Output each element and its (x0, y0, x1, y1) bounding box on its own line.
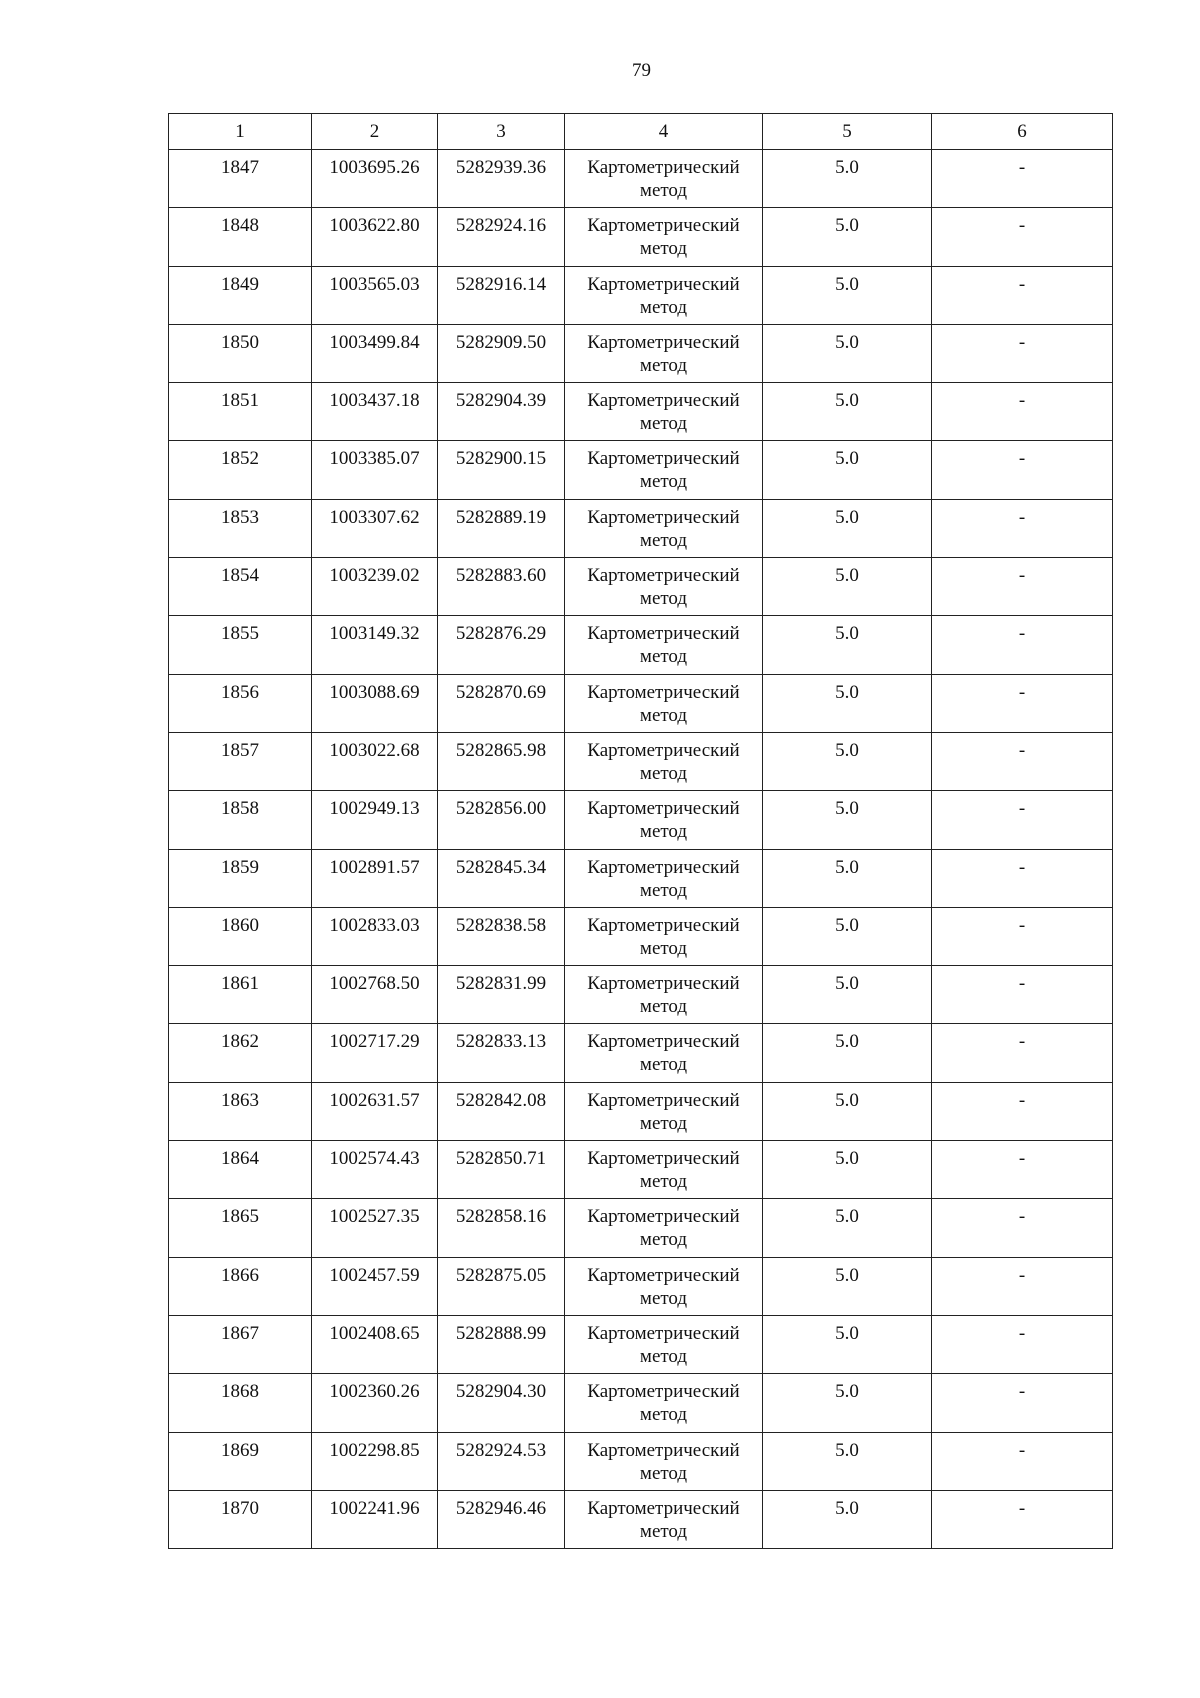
table-row (169, 324, 1113, 382)
method-cell (565, 150, 763, 208)
x-coordinate-cell: 1002891.57 (312, 849, 438, 907)
table-row (169, 499, 1113, 557)
x-coordinate-cell: 1002949.13 (312, 791, 438, 849)
table-row (169, 966, 1113, 1024)
accuracy-cell: 5.0 (763, 1199, 932, 1257)
method-text: Картометрический (587, 1031, 740, 1053)
y-coordinate-cell: 5282833.13 (438, 1024, 565, 1082)
x-coordinate-cell: 1002574.43 (312, 1141, 438, 1199)
note-cell: - (932, 1315, 1113, 1373)
note-cell: - (932, 150, 1113, 208)
method-text: метод (639, 821, 688, 843)
table-row (169, 1141, 1113, 1199)
accuracy-cell: 5.0 (763, 1257, 932, 1315)
y-coordinate-cell: 5282876.29 (438, 616, 565, 674)
accuracy-cell: 5.0 (763, 907, 932, 965)
x-coordinate-cell: 1002527.35 (312, 1199, 438, 1257)
method-text: Картометрический (587, 856, 740, 878)
table-row (169, 674, 1113, 732)
table-row (169, 1432, 1113, 1490)
method-text: метод (639, 1345, 688, 1367)
y-coordinate-cell: 5282900.15 (438, 441, 565, 499)
note-cell: - (932, 966, 1113, 1024)
table-row (169, 150, 1113, 208)
point-number-cell: 1855 (169, 616, 312, 674)
accuracy-cell: 5.0 (763, 1315, 932, 1373)
y-coordinate-cell: 5282870.69 (438, 674, 565, 732)
method-text: метод (639, 413, 688, 435)
method-text: метод (639, 1520, 688, 1542)
table-row (169, 907, 1113, 965)
method-text: Картометрический (587, 565, 740, 587)
point-number-cell: 1869 (169, 1432, 312, 1490)
method-cell (565, 1141, 763, 1199)
method-text: метод (639, 762, 688, 784)
x-coordinate-cell: 1003695.26 (312, 150, 438, 208)
method-text: Картометрический (587, 914, 740, 936)
method-text: Картометрический (587, 448, 740, 470)
note-cell: - (932, 616, 1113, 674)
y-coordinate-cell: 5282858.16 (438, 1199, 565, 1257)
note-cell: - (932, 732, 1113, 790)
note-cell: - (932, 1082, 1113, 1140)
x-coordinate-cell: 1003239.02 (312, 558, 438, 616)
point-number-cell: 1867 (169, 1315, 312, 1373)
accuracy-cell: 5.0 (763, 266, 932, 324)
accuracy-cell: 5.0 (763, 732, 932, 790)
column-header: 6 (932, 114, 1113, 150)
accuracy-cell: 5.0 (763, 674, 932, 732)
table-row (169, 791, 1113, 849)
note-cell: - (932, 791, 1113, 849)
point-number-cell: 1850 (169, 324, 312, 382)
accuracy-cell: 5.0 (763, 1374, 932, 1432)
method-text: Картометрический (587, 506, 740, 528)
method-text: Картометрический (587, 681, 740, 703)
table-header-row (169, 114, 1113, 150)
method-text: Картометрический (587, 1206, 740, 1228)
point-number-cell: 1847 (169, 150, 312, 208)
x-coordinate-cell: 1003565.03 (312, 266, 438, 324)
method-text: Картометрический (587, 1322, 740, 1344)
method-cell (565, 383, 763, 441)
y-coordinate-cell: 5282909.50 (438, 324, 565, 382)
note-cell: - (932, 208, 1113, 266)
method-cell (565, 499, 763, 557)
method-text: метод (639, 588, 688, 610)
point-number-cell: 1866 (169, 1257, 312, 1315)
y-coordinate-cell: 5282831.99 (438, 966, 565, 1024)
note-cell: - (932, 1199, 1113, 1257)
x-coordinate-cell: 1002631.57 (312, 1082, 438, 1140)
table-row (169, 1024, 1113, 1082)
method-text: Картометрический (587, 1497, 740, 1519)
method-text: Картометрический (587, 798, 740, 820)
point-number-cell: 1860 (169, 907, 312, 965)
note-cell: - (932, 441, 1113, 499)
method-text: метод (639, 180, 688, 201)
note-cell: - (932, 1024, 1113, 1082)
method-text: метод (639, 1229, 688, 1251)
accuracy-cell: 5.0 (763, 791, 932, 849)
x-coordinate-cell: 1002768.50 (312, 966, 438, 1024)
x-coordinate-cell: 1002833.03 (312, 907, 438, 965)
y-coordinate-cell: 5282916.14 (438, 266, 565, 324)
x-coordinate-cell: 1002360.26 (312, 1374, 438, 1432)
x-coordinate-cell: 1003437.18 (312, 383, 438, 441)
accuracy-cell: 5.0 (763, 1024, 932, 1082)
table-row (169, 1315, 1113, 1373)
method-text: Картометрический (587, 973, 740, 995)
x-coordinate-cell: 1002717.29 (312, 1024, 438, 1082)
method-text: метод (639, 1054, 688, 1076)
accuracy-cell: 5.0 (763, 441, 932, 499)
method-text: Картометрический (587, 623, 740, 645)
table-row (169, 849, 1113, 907)
x-coordinate-cell: 1002241.96 (312, 1490, 438, 1548)
y-coordinate-cell: 5282904.39 (438, 383, 565, 441)
y-coordinate-cell: 5282875.05 (438, 1257, 565, 1315)
method-cell (565, 849, 763, 907)
method-cell (565, 1315, 763, 1373)
method-cell (565, 266, 763, 324)
method-cell (565, 1374, 763, 1432)
method-text: Картометрический (587, 1381, 740, 1403)
x-coordinate-cell: 1002408.65 (312, 1315, 438, 1373)
point-number-cell: 1851 (169, 383, 312, 441)
column-header: 5 (763, 114, 932, 150)
point-number-cell: 1868 (169, 1374, 312, 1432)
point-number-cell: 1854 (169, 558, 312, 616)
x-coordinate-cell: 1003022.68 (312, 732, 438, 790)
y-coordinate-cell: 5282865.98 (438, 732, 565, 790)
note-cell: - (932, 324, 1113, 382)
note-cell: - (932, 266, 1113, 324)
method-cell (565, 791, 763, 849)
y-coordinate-cell: 5282838.58 (438, 907, 565, 965)
method-text: Картометрический (587, 1439, 740, 1461)
point-number-cell: 1856 (169, 674, 312, 732)
method-text: метод (639, 704, 688, 726)
point-number-cell: 1859 (169, 849, 312, 907)
column-header: 4 (565, 114, 763, 150)
method-text: метод (639, 937, 688, 959)
y-coordinate-cell: 5282856.00 (438, 791, 565, 849)
table-row (169, 1082, 1113, 1140)
method-cell (565, 324, 763, 382)
table-row (169, 616, 1113, 674)
x-coordinate-cell: 1003088.69 (312, 674, 438, 732)
table-row (169, 732, 1113, 790)
x-coordinate-cell: 1003385.07 (312, 441, 438, 499)
point-number-cell: 1848 (169, 208, 312, 266)
note-cell: - (932, 849, 1113, 907)
y-coordinate-cell: 5282924.16 (438, 208, 565, 266)
note-cell: - (932, 1257, 1113, 1315)
accuracy-cell: 5.0 (763, 966, 932, 1024)
accuracy-cell: 5.0 (763, 616, 932, 674)
method-cell (565, 441, 763, 499)
x-coordinate-cell: 1002457.59 (312, 1257, 438, 1315)
x-coordinate-cell: 1003149.32 (312, 616, 438, 674)
table-row (169, 1490, 1113, 1548)
method-cell (565, 1432, 763, 1490)
y-coordinate-cell: 5282889.19 (438, 499, 565, 557)
y-coordinate-cell: 5282883.60 (438, 558, 565, 616)
method-text: метод (639, 1287, 688, 1309)
method-text: Картометрический (587, 1148, 740, 1170)
method-cell (565, 1024, 763, 1082)
table-row (169, 208, 1113, 266)
method-cell (565, 1199, 763, 1257)
method-text: Картометрический (587, 331, 740, 353)
point-number-cell: 1857 (169, 732, 312, 790)
method-text: метод (639, 646, 688, 668)
coordinates-table (168, 113, 1113, 1549)
table-row (169, 1257, 1113, 1315)
point-number-cell: 1865 (169, 1199, 312, 1257)
method-text: Картометрический (587, 739, 740, 761)
method-text: метод (639, 879, 688, 901)
note-cell: - (932, 1374, 1113, 1432)
point-number-cell: 1852 (169, 441, 312, 499)
table-row (169, 266, 1113, 324)
x-coordinate-cell: 1003307.62 (312, 499, 438, 557)
page-number: 79 (632, 60, 651, 81)
x-coordinate-cell: 1003499.84 (312, 324, 438, 382)
method-cell (565, 674, 763, 732)
table-row (169, 1374, 1113, 1432)
point-number-cell: 1864 (169, 1141, 312, 1199)
method-text: Картометрический (587, 1089, 740, 1111)
accuracy-cell: 5.0 (763, 1141, 932, 1199)
note-cell: - (932, 674, 1113, 732)
accuracy-cell: 5.0 (763, 1490, 932, 1548)
note-cell: - (932, 383, 1113, 441)
coordinates-table-body (169, 114, 1113, 1549)
point-number-cell: 1862 (169, 1024, 312, 1082)
method-text: Картометрический (587, 390, 740, 412)
table-row (169, 1199, 1113, 1257)
note-cell: - (932, 1432, 1113, 1490)
column-header: 3 (438, 114, 565, 150)
method-text: метод (639, 238, 688, 260)
table-row (169, 441, 1113, 499)
y-coordinate-cell: 5282842.08 (438, 1082, 565, 1140)
method-cell (565, 616, 763, 674)
note-cell: - (932, 907, 1113, 965)
point-number-cell: 1861 (169, 966, 312, 1024)
note-cell: - (932, 1490, 1113, 1548)
method-text: Картометрический (587, 1264, 740, 1286)
y-coordinate-cell: 5282850.71 (438, 1141, 565, 1199)
method-cell (565, 1490, 763, 1548)
method-text: метод (639, 1171, 688, 1193)
y-coordinate-cell: 5282946.46 (438, 1490, 565, 1548)
method-text: метод (639, 996, 688, 1018)
method-text: метод (639, 296, 688, 318)
method-text: метод (639, 1404, 688, 1426)
accuracy-cell: 5.0 (763, 1082, 932, 1140)
method-text: метод (639, 1462, 688, 1484)
accuracy-cell: 5.0 (763, 324, 932, 382)
column-header: 2 (312, 114, 438, 150)
point-number-cell: 1870 (169, 1490, 312, 1548)
table-row (169, 558, 1113, 616)
method-text: метод (639, 354, 688, 376)
method-cell (565, 966, 763, 1024)
y-coordinate-cell: 5282888.99 (438, 1315, 565, 1373)
method-cell (565, 732, 763, 790)
method-cell (565, 208, 763, 266)
accuracy-cell: 5.0 (763, 558, 932, 616)
x-coordinate-cell: 1002298.85 (312, 1432, 438, 1490)
point-number-cell: 1853 (169, 499, 312, 557)
point-number-cell: 1863 (169, 1082, 312, 1140)
column-header: 1 (169, 114, 312, 150)
point-number-cell: 1858 (169, 791, 312, 849)
method-text: метод (639, 529, 688, 551)
y-coordinate-cell: 5282939.36 (438, 150, 565, 208)
method-cell (565, 558, 763, 616)
y-coordinate-cell: 5282904.30 (438, 1374, 565, 1432)
method-text: метод (639, 1112, 688, 1134)
method-cell (565, 1257, 763, 1315)
x-coordinate-cell: 1003622.80 (312, 208, 438, 266)
y-coordinate-cell: 5282924.53 (438, 1432, 565, 1490)
note-cell: - (932, 499, 1113, 557)
accuracy-cell: 5.0 (763, 499, 932, 557)
accuracy-cell: 5.0 (763, 849, 932, 907)
note-cell: - (932, 1141, 1113, 1199)
accuracy-cell: 5.0 (763, 208, 932, 266)
point-number-cell: 1849 (169, 266, 312, 324)
note-cell: - (932, 558, 1113, 616)
method-cell (565, 1082, 763, 1140)
table-row (169, 383, 1113, 441)
method-cell (565, 907, 763, 965)
method-text: метод (639, 471, 688, 493)
accuracy-cell: 5.0 (763, 1432, 932, 1490)
accuracy-cell: 5.0 (763, 383, 932, 441)
method-text: Картометрический (587, 273, 740, 295)
method-text: Картометрический (587, 157, 740, 178)
method-text: Картометрический (587, 215, 740, 237)
accuracy-cell: 5.0 (763, 150, 932, 208)
y-coordinate-cell: 5282845.34 (438, 849, 565, 907)
